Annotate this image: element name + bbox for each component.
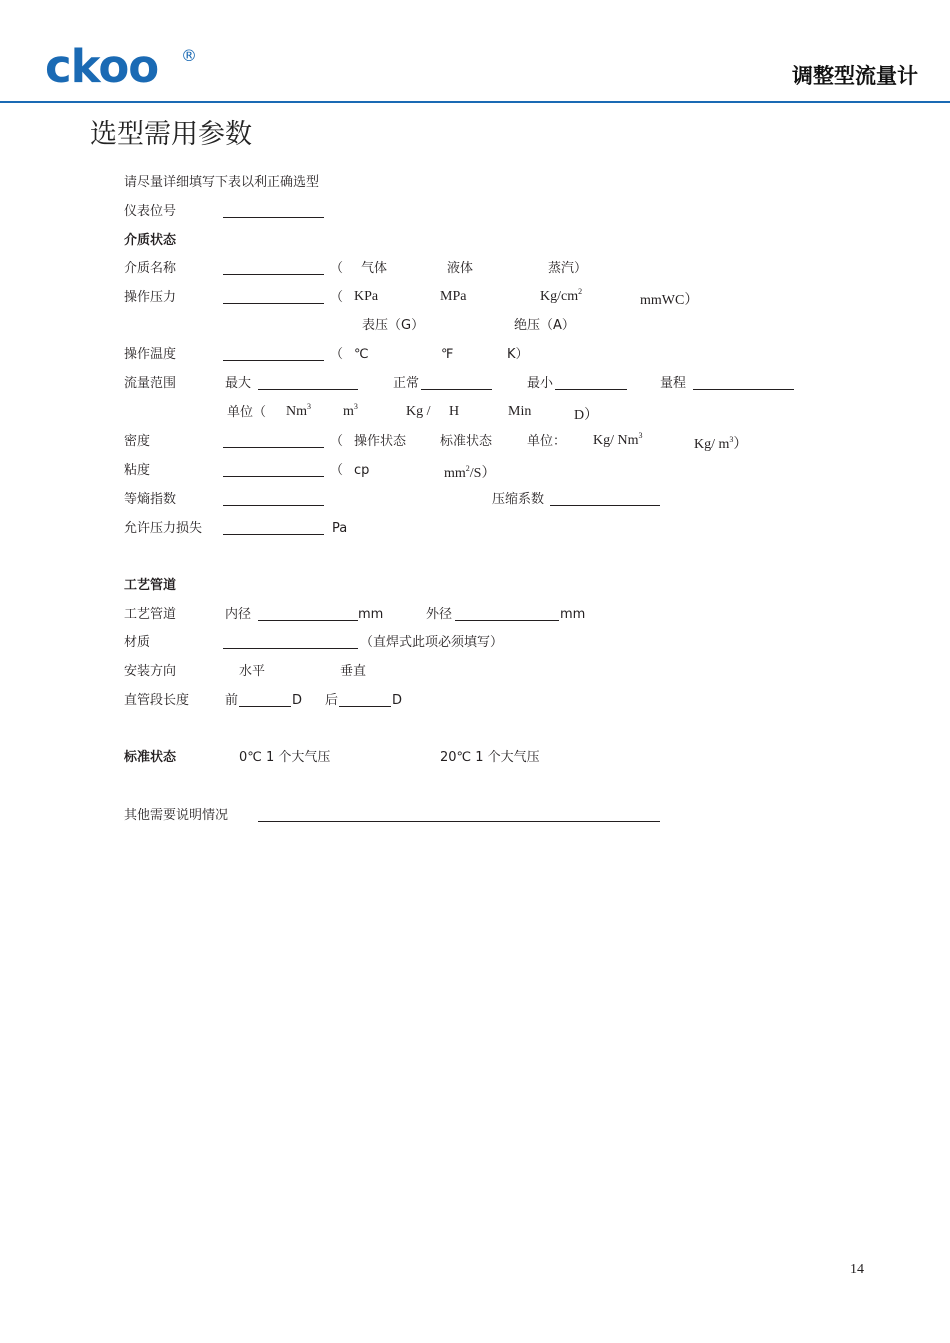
downstream-label: 后: [325, 693, 339, 708]
unit-m3-base: m: [343, 404, 354, 419]
unit-cp[interactable]: cp: [354, 463, 370, 478]
pressure-field[interactable]: [223, 303, 324, 304]
flow-unit-label: 单位（: [227, 405, 267, 420]
unit-d: D: [292, 693, 303, 708]
outer-diameter-label: 外径: [426, 607, 453, 622]
page-number: 14: [850, 1262, 864, 1277]
option-gas[interactable]: 气体: [361, 261, 388, 276]
compress-field[interactable]: [550, 505, 660, 506]
unit-pa: Pa: [332, 521, 348, 536]
flow-min-label: 最小: [527, 376, 554, 391]
pipe-section-heading: 工艺管道: [124, 578, 177, 593]
paren-close: ）: [733, 437, 748, 452]
option-0c[interactable]: 0℃ 1 个大气压: [239, 750, 331, 765]
unit-m3-exp: 3: [353, 402, 358, 411]
temperature-label: 操作温度: [124, 347, 177, 362]
option-gauge[interactable]: 表压（G）: [362, 318, 425, 333]
unit-nm3-exp: 3: [307, 402, 311, 411]
unit-kg[interactable]: Kg /: [406, 404, 431, 419]
unit-kg-nm3-exp: 3: [638, 431, 643, 440]
unit-kg-m3-base: Kg/ m: [694, 437, 730, 452]
unit-kgcm2-base: Kg/cm: [540, 289, 579, 304]
unit-nm3[interactable]: [286, 404, 311, 420]
unit-d: D: [392, 693, 403, 708]
unit-mm2s-base: mm: [444, 466, 466, 481]
flow-max-field[interactable]: [258, 389, 358, 390]
unit-day[interactable]: D）: [574, 408, 599, 423]
temperature-field[interactable]: [223, 360, 324, 361]
pipe-label: 工艺管道: [124, 607, 177, 622]
unit-kgcm2[interactable]: [540, 289, 582, 305]
option-absolute[interactable]: 绝压（A）: [514, 318, 575, 333]
flow-max-label: 最大: [225, 376, 252, 391]
material-label: 材质: [124, 635, 151, 650]
unit-kg-nm3-base: Kg/ Nm: [593, 433, 639, 448]
paren-open: （: [330, 434, 344, 449]
pressure-label: 操作压力: [124, 290, 177, 305]
medium-name-field[interactable]: [223, 274, 324, 275]
allow-loss-field[interactable]: [223, 534, 324, 535]
paren-open: （: [330, 463, 344, 478]
option-operating-state[interactable]: 操作状态: [354, 434, 407, 449]
compress-label: 压缩系数: [492, 492, 545, 507]
isentropic-field[interactable]: [223, 505, 324, 506]
density-field[interactable]: [223, 447, 324, 448]
option-liquid[interactable]: 液体: [447, 261, 474, 276]
paren-open: （: [330, 347, 344, 362]
flow-range-span-label: 量程: [660, 376, 687, 391]
unit-m3[interactable]: [343, 404, 358, 420]
density-label: 密度: [124, 434, 151, 449]
unit-mpa[interactable]: MPa: [440, 289, 467, 304]
viscosity-field[interactable]: [223, 476, 324, 477]
unit-mm: mm: [560, 607, 586, 622]
unit-hour[interactable]: H: [449, 404, 460, 419]
flow-range-field[interactable]: [693, 389, 794, 390]
unit-mm: mm: [358, 607, 384, 622]
unit-minute[interactable]: Min: [508, 404, 532, 419]
unit-mm2s-tail: /S）: [469, 466, 496, 481]
upstream-label: 前: [225, 693, 239, 708]
unit-kpa[interactable]: KPa: [354, 289, 379, 304]
unit-nm3-base: Nm: [286, 404, 307, 419]
option-horizontal[interactable]: 水平: [239, 664, 266, 679]
install-label: 安装方向: [124, 664, 177, 679]
brand-logo: ckoo: [45, 40, 159, 93]
option-vertical[interactable]: 垂直: [340, 664, 367, 679]
downstream-field[interactable]: [339, 706, 391, 707]
paren-open: （: [330, 261, 344, 276]
allow-loss-label: 允许压力损失: [124, 521, 203, 536]
flow-normal-field[interactable]: [421, 389, 492, 390]
unit-kg-nm3[interactable]: [593, 433, 643, 449]
unit-mmwc[interactable]: mmWC）: [640, 293, 699, 308]
unit-kg-m3-exp: 3: [729, 435, 734, 444]
flow-normal-label: 正常: [393, 376, 420, 391]
unit-kgcm2-exp: 2: [578, 287, 583, 296]
upstream-field[interactable]: [239, 706, 291, 707]
other-notes-field[interactable]: [258, 821, 660, 822]
medium-name-label: 介质名称: [124, 261, 177, 276]
option-steam[interactable]: 蒸汽）: [548, 261, 588, 276]
inner-diameter-label: 内径: [225, 607, 252, 622]
unit-celsius[interactable]: ℃: [354, 347, 369, 362]
density-unit-label: 单位：: [527, 434, 567, 449]
inner-diameter-field[interactable]: [258, 620, 358, 621]
registered-mark: ®: [181, 46, 197, 65]
std-state-label: 标准状态: [124, 750, 177, 765]
document-title: 调整型流量计: [792, 64, 918, 88]
option-standard-state[interactable]: 标准状态: [440, 434, 493, 449]
straight-label: 直管段长度: [124, 693, 190, 708]
tag-no-field[interactable]: [223, 217, 324, 218]
flow-min-field[interactable]: [555, 389, 627, 390]
page-title: 选型需用参数: [90, 119, 252, 150]
option-20c[interactable]: 20℃ 1 个大气压: [440, 750, 540, 765]
outer-diameter-field[interactable]: [455, 620, 559, 621]
material-field[interactable]: [223, 648, 358, 649]
unit-mm2s[interactable]: [444, 462, 495, 482]
paren-open: （: [330, 290, 344, 305]
viscosity-label: 粘度: [124, 463, 151, 478]
tag-no-label: 仪表位号: [124, 204, 177, 219]
header-rule: [0, 101, 950, 103]
unit-kg-m3[interactable]: [694, 433, 747, 453]
unit-mm2s-exp: 2: [465, 464, 470, 473]
flow-range-label: 流量范围: [124, 376, 177, 391]
unit-fahrenheit[interactable]: ℉: [441, 347, 454, 362]
unit-kelvin[interactable]: K）: [507, 347, 529, 362]
other-notes-label: 其他需要说明情况: [124, 808, 229, 823]
medium-section-heading: 介质状态: [124, 233, 177, 248]
intro-text: 请尽量详细填写下表以利正确选型: [124, 175, 320, 190]
isentropic-label: 等熵指数: [124, 492, 177, 507]
material-note: （直焊式此项必须填写）: [360, 635, 504, 650]
